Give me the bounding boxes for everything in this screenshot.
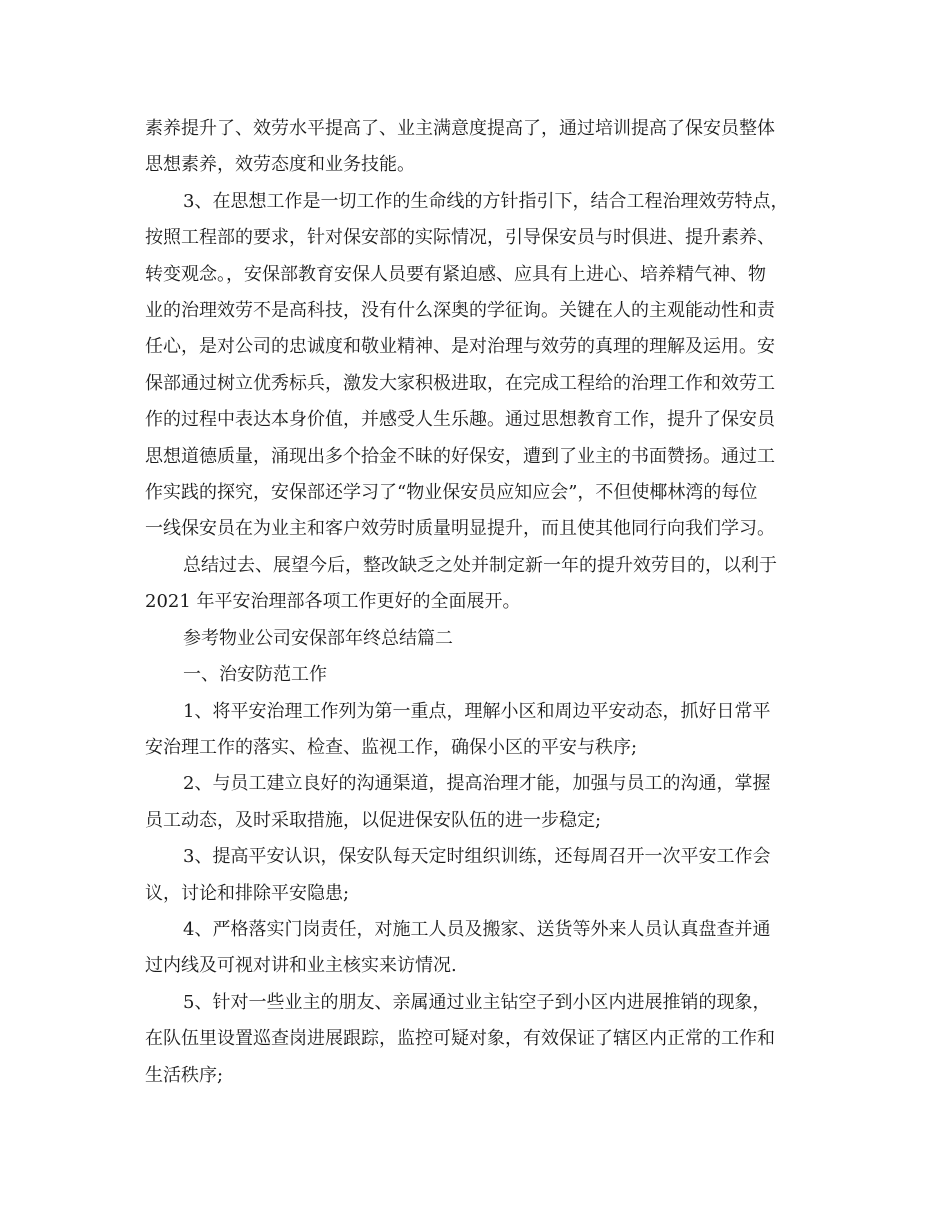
text-line: 安治理工作的落实、检查、监视工作，确保小区的平安与秩序; (145, 736, 638, 758)
text-line: 保部通过树立优秀标兵，激发大家积极进取，在完成工程给的治理工作和效劳工 (145, 372, 775, 394)
text-line: 任心，是对公司的忠诚度和敬业精神、是对治理与效劳的真理的理解及运用。安 (145, 336, 775, 358)
text-line: 转变观念。，安保部教育安保人员要有紧迫感、应具有上进心、培养精气神、物 (145, 263, 766, 285)
text-line: 一、治安防范工作 (183, 664, 327, 686)
list-item-1 (145, 694, 801, 767)
text-line: 参考物业公司安保部年终总结篇二 (183, 627, 453, 649)
list-item-3 (145, 839, 801, 912)
text-line: 总结过去、展望今后，整改缺乏之处并制定新一年的提升效劳目的，以利于 (183, 554, 777, 576)
text-line: 作的过程中表达本身价值，并感受人生乐趣。通过思想教育工作，提升了保安员 (145, 409, 775, 431)
text-line: 按照工程部的要求，针对保安部的实际情况，引导保安员与时俱进、提升素养、 (145, 227, 775, 249)
text-line: 2、与员工建立良好的沟通渠道，提高治理才能，加强与员工的沟通，掌握 (183, 773, 771, 795)
text-line: 5、针对一些业主的朋友、亲属通过业主钻空子到小区内进展推销的现象， (183, 991, 771, 1013)
text-line: 过内线及可视对讲和业主核实来访情况. (145, 955, 457, 977)
text-line: 员工动态，及时采取措施，以促进保安队伍的进一步稳定; (145, 809, 602, 831)
section-heading (145, 657, 801, 693)
text-line: 2021 年平安治理部各项工作更好的全面展开。 (145, 591, 521, 613)
text-line: 3、提高平安认识，保安队每天定时组织训练，还每周召开一次平安工作会 (183, 846, 771, 868)
text-line: 生活秩序; (145, 1064, 224, 1086)
text-line: 作实践的探究，安保部还学习了“物业保安员应知应会”，不但使椰林湾的每位 (145, 482, 758, 504)
paragraph-1 (145, 111, 801, 184)
text-line: 3、在思想工作是一切工作的生命线的方针指引下，结合工程治理效劳特点， (183, 190, 789, 212)
paragraph-3 (145, 548, 801, 621)
text-line: 素养提升了、效劳水平提高了、业主满意度提高了，通过培训提高了保安员整体 (145, 118, 775, 139)
text-line: 在队伍里设置巡查岗进展跟踪，监控可疑对象，有效保证了辖区内正常的工作和 (145, 1028, 775, 1050)
text-line: 一线保安员在为业主和客户效劳时质量明显提升，而且使其他同行向我们学习。 (145, 518, 775, 540)
list-item-5 (145, 985, 801, 1094)
text-line: 思想道德质量，涌现出多个拾金不昧的好保安，遭到了业主的书面赞扬。通过工 (145, 445, 775, 467)
text-line: 1、将平安治理工作列为第一重点，理解小区和周边平安动态，抓好日常平 (183, 700, 771, 722)
text-line: 议，讨论和排除平安隐患; (145, 882, 350, 904)
paragraph-2 (145, 184, 801, 548)
text-line: 4、严格落实门岗责任，对施工人员及搬家、送货等外来人员认真盘查并通 (183, 918, 771, 940)
list-item-4 (145, 912, 801, 985)
text-line: 思想素养，效劳态度和业务技能。 (145, 154, 415, 176)
document-body (145, 111, 801, 1094)
text-line: 业的治理效劳不是高科技，没有什么深奥的学征询。关键在人的主观能动性和责 (145, 300, 775, 322)
list-item-2 (145, 766, 801, 839)
section-title (145, 621, 801, 657)
